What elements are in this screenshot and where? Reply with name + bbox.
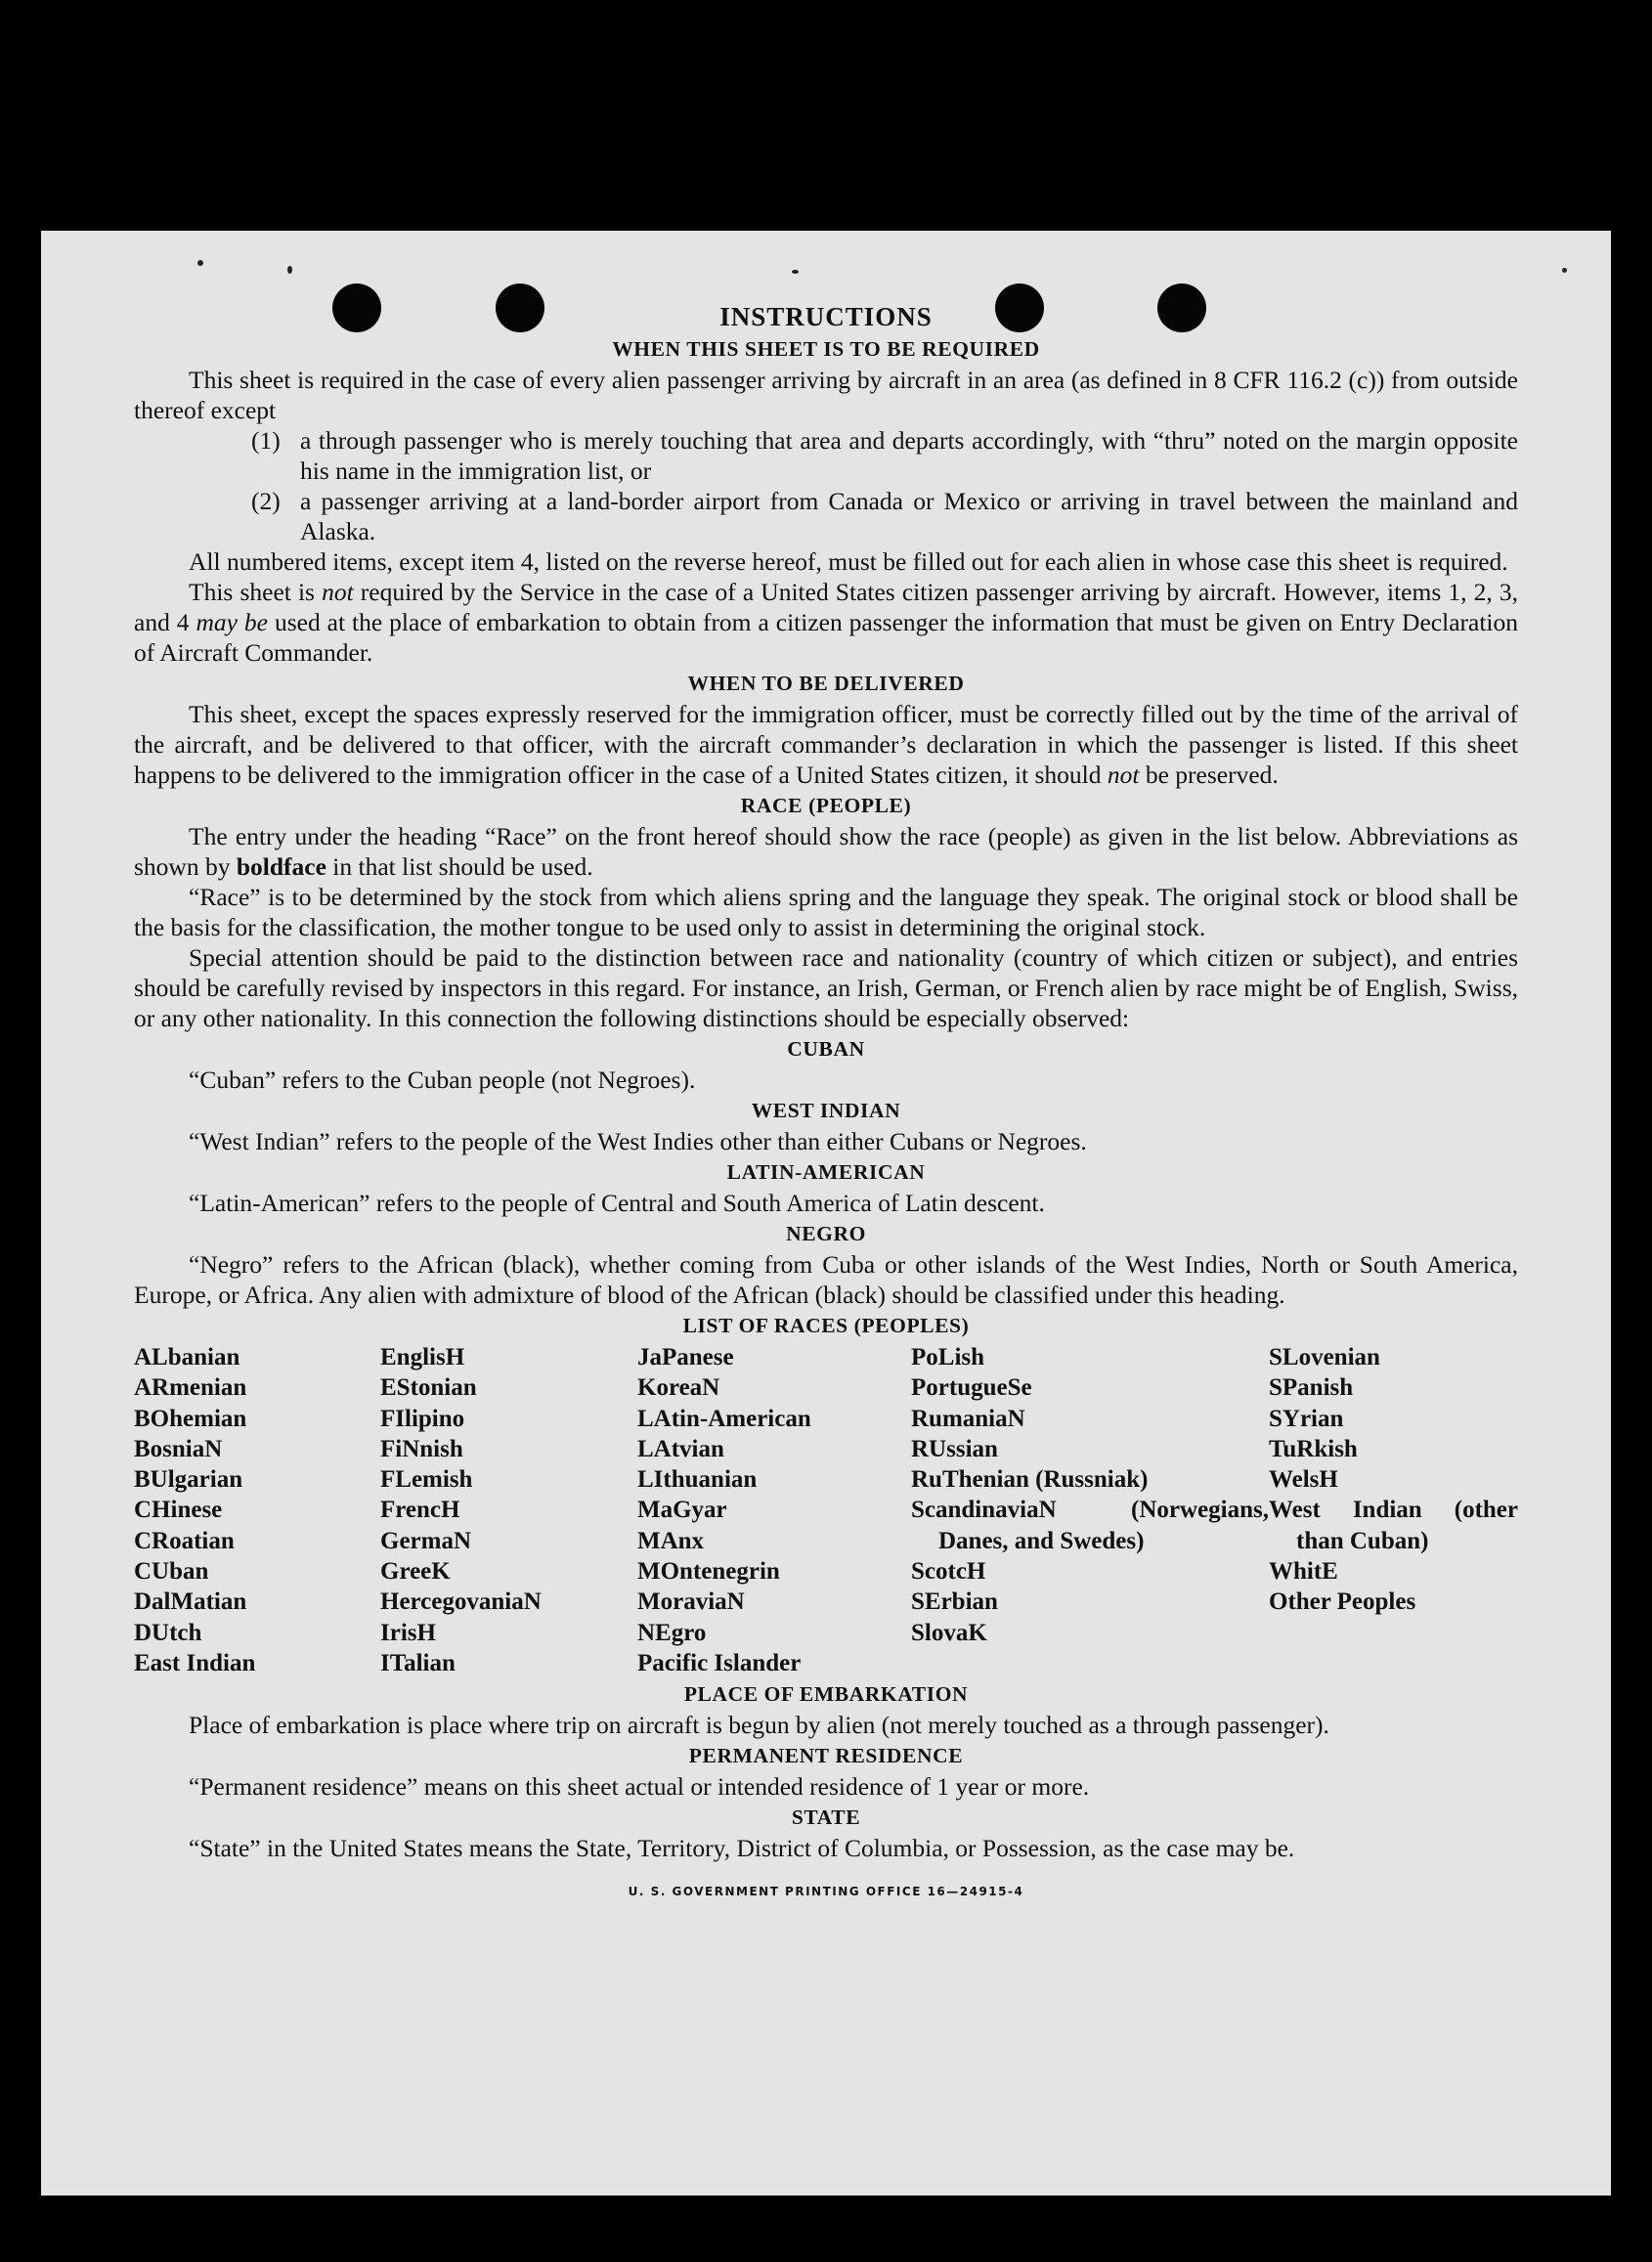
race-entry: SErbian xyxy=(911,1588,998,1616)
race-entry: LIthuanian xyxy=(637,1466,758,1494)
document-sheet xyxy=(41,231,1611,2196)
race-entry: Pacific Islander xyxy=(637,1649,802,1676)
races-list xyxy=(134,1342,1518,1678)
paragraph: Place of embarkation is place where trip on aircraft is begun by alien (not merely touched as a through passenger). xyxy=(189,1711,1329,1740)
speck xyxy=(1562,268,1567,273)
race-entry: FiNnish xyxy=(380,1435,463,1462)
race-entry: MoraviaN xyxy=(637,1588,745,1616)
race-entry: EStonian xyxy=(380,1374,477,1402)
paragraph: “Latin-American” refers to the people of Central and South America of Latin descent. xyxy=(189,1189,1045,1217)
race-entry: JaPanese xyxy=(637,1344,734,1370)
section-heading-race: RACE (PEOPLE) xyxy=(740,794,912,817)
race-entry: ARmenian xyxy=(134,1374,247,1402)
paragraph: The entry under the heading “Race” on the front hereof should show the race (people) as given in the list below. Abbreviations as shown by boldface in that list should be used. xyxy=(134,822,1518,881)
race-entry: NEgro xyxy=(637,1619,707,1646)
race-entry: ALbanian xyxy=(134,1344,240,1370)
speck xyxy=(197,260,203,266)
race-entry: GermaN xyxy=(380,1527,472,1554)
race-entry: DUtch xyxy=(134,1619,202,1646)
race-entry: ScotcH xyxy=(911,1558,986,1586)
paragraph: All numbered items, except item 4, listed on the reverse hereof, must be filled out for each alien in whose case this sheet is required. xyxy=(189,547,1508,576)
section-heading-when-required: WHEN THIS SHEET IS TO BE REQUIRED xyxy=(612,337,1040,361)
paragraph: “West Indian” refers to the people of the West Indies other than either Cubans or Negroes. xyxy=(189,1127,1087,1155)
race-entry: FLemish xyxy=(380,1466,473,1494)
race-entry: WelsH xyxy=(1269,1466,1338,1494)
paragraph: This sheet is required in the case of every alien passenger arriving by aircraft in an area (as defined in 8 CFR 116.2 (c)) from outside thereof except xyxy=(134,366,1518,424)
races-column xyxy=(380,1342,637,1678)
paragraph: “Negro” refers to the African (black), whether coming from Cuba or other islands of the West Indies, North or South America, Europe, or Africa. Any alien with admixture of blood of the African (black) should be classified under this heading. xyxy=(134,1250,1518,1309)
race-entry: WhitE xyxy=(1269,1558,1338,1586)
race-entry: DalMatian xyxy=(134,1588,247,1616)
race-entry: PoLish xyxy=(911,1344,985,1370)
speck xyxy=(792,270,799,274)
race-entry: FrencH xyxy=(380,1497,460,1524)
instructions-content xyxy=(134,299,1518,1907)
paragraph: This sheet, except the spaces expressly reserved for the immigration officer, must be correctly filled out by the time of the arrival of the aircraft, and be delivered to that officer, with the aircraft commander’s declaration in which the passenger is listed. If this sheet happens to be delivered to the immigration officer in the case of a United States citizen, it should not be preserved. xyxy=(134,700,1518,789)
item-number: (2) xyxy=(251,487,281,515)
race-entry: BosniaN xyxy=(134,1435,223,1462)
section-heading-place-of-embarkation: PLACE OF EMBARKATION xyxy=(683,1682,969,1707)
race-entry: EnglisH xyxy=(380,1344,465,1370)
race-entry: SlovaK xyxy=(911,1619,987,1646)
section-heading-when-delivered: WHEN TO BE DELIVERED xyxy=(687,672,965,695)
race-entry: SLovenian xyxy=(1269,1344,1380,1370)
section-heading-latin-american: LATIN-AMERICAN xyxy=(726,1160,926,1184)
race-entry: SPanish xyxy=(1269,1374,1354,1402)
race-entry: West Indian (other than Cuban) xyxy=(1269,1497,1518,1554)
paragraph: “Race” is to be determined by the stock from which aliens spring and the language they speak. The original stock or blood shall be the basis for the classification, the mother tongue to be used only to assist in determining the original stock. xyxy=(134,883,1518,941)
race-entry: TuRkish xyxy=(1269,1435,1358,1462)
paragraph: “State” in the United States means the State, Territory, District of Columbia, or Possession, as the case may be. xyxy=(189,1834,1295,1863)
numbered-item xyxy=(134,486,1518,546)
race-entry: LAtvian xyxy=(637,1435,724,1462)
race-entry: CRoatian xyxy=(134,1527,235,1554)
race-entry: ITalian xyxy=(380,1649,456,1676)
race-entry: CHinese xyxy=(134,1497,223,1524)
section-heading-state: STATE xyxy=(791,1805,861,1830)
section-heading-negro: NEGRO xyxy=(786,1222,866,1245)
section-heading-list-of-races: LIST OF RACES (PEOPLES) xyxy=(682,1314,970,1337)
section-heading-cuban: CUBAN xyxy=(787,1037,865,1061)
race-entry: MaGyar xyxy=(637,1497,727,1524)
race-entry: SYrian xyxy=(1269,1405,1344,1432)
race-entry: IrisH xyxy=(380,1619,436,1646)
races-column xyxy=(134,1342,380,1678)
races-column xyxy=(1269,1342,1518,1678)
section-heading-permanent-residence: PERMANENT RESIDENCE xyxy=(688,1744,964,1768)
item-text: a passenger arriving at a land-border airport from Canada or Mexico or arriving in travel between the mainland and Alaska. xyxy=(300,487,1518,545)
paragraph: This sheet is not required by the Service in the case of a United States citizen passenger arriving by aircraft. However, items 1, 2, 3, and 4 may be used at the place of embarkation to obtain from a citizen passenger the information that must be given on Entry Declaration of Aircraft Commander. xyxy=(134,578,1518,667)
race-entry: East Indian xyxy=(134,1649,256,1676)
race-entry: Other Peoples xyxy=(1269,1588,1416,1616)
race-entry: KoreaN xyxy=(637,1374,720,1402)
speck xyxy=(287,266,292,274)
printing-office-footer: U. S. GOVERNMENT PRINTING OFFICE 16—24915-4 xyxy=(628,1885,1024,1899)
race-entry: RUssian xyxy=(911,1435,998,1462)
race-entry: ScandinaviaN (Norwegians, Danes, and Swedes) xyxy=(911,1497,1269,1554)
race-entry: RumaniaN xyxy=(911,1405,1025,1432)
race-entry: RuThenian (Russniak) xyxy=(911,1466,1149,1494)
race-entry: MOntenegrin xyxy=(637,1558,780,1586)
section-heading-west-indian: WEST INDIAN xyxy=(751,1099,901,1122)
race-entry: FIlipino xyxy=(380,1405,465,1432)
races-column xyxy=(637,1342,911,1678)
race-entry: CUban xyxy=(134,1558,209,1586)
paragraph: “Cuban” refers to the Cuban people (not Negroes). xyxy=(189,1066,696,1094)
item-number: (1) xyxy=(251,426,281,455)
page-title: INSTRUCTIONS xyxy=(719,302,933,331)
numbered-item xyxy=(134,425,1518,486)
race-entry: GreeK xyxy=(380,1558,451,1586)
race-entry: MAnx xyxy=(637,1527,705,1554)
race-entry: PortugueSe xyxy=(911,1374,1032,1402)
race-entry: BOhemian xyxy=(134,1405,247,1432)
race-entry: HercegovaniaN xyxy=(380,1588,542,1616)
paragraph: Special attention should be paid to the distinction between race and nationality (country of which citizen or subject), and entries should be carefully revised by inspectors in this regard. For instance, an Irish, German, or French alien by race might be of English, Swiss, or any other nationality. In this connection the following distinctions should be especially observed: xyxy=(134,943,1518,1032)
race-entry: LAtin-American xyxy=(637,1405,811,1432)
paragraph: “Permanent residence” means on this sheet actual or intended residence of 1 year or more. xyxy=(189,1772,1090,1802)
item-text: a through passenger who is merely touching that area and departs accordingly, with “thru” noted on the margin opposite his name in the immigration list, or xyxy=(300,426,1518,485)
race-entry: BUlgarian xyxy=(134,1466,243,1494)
races-column xyxy=(911,1342,1269,1678)
